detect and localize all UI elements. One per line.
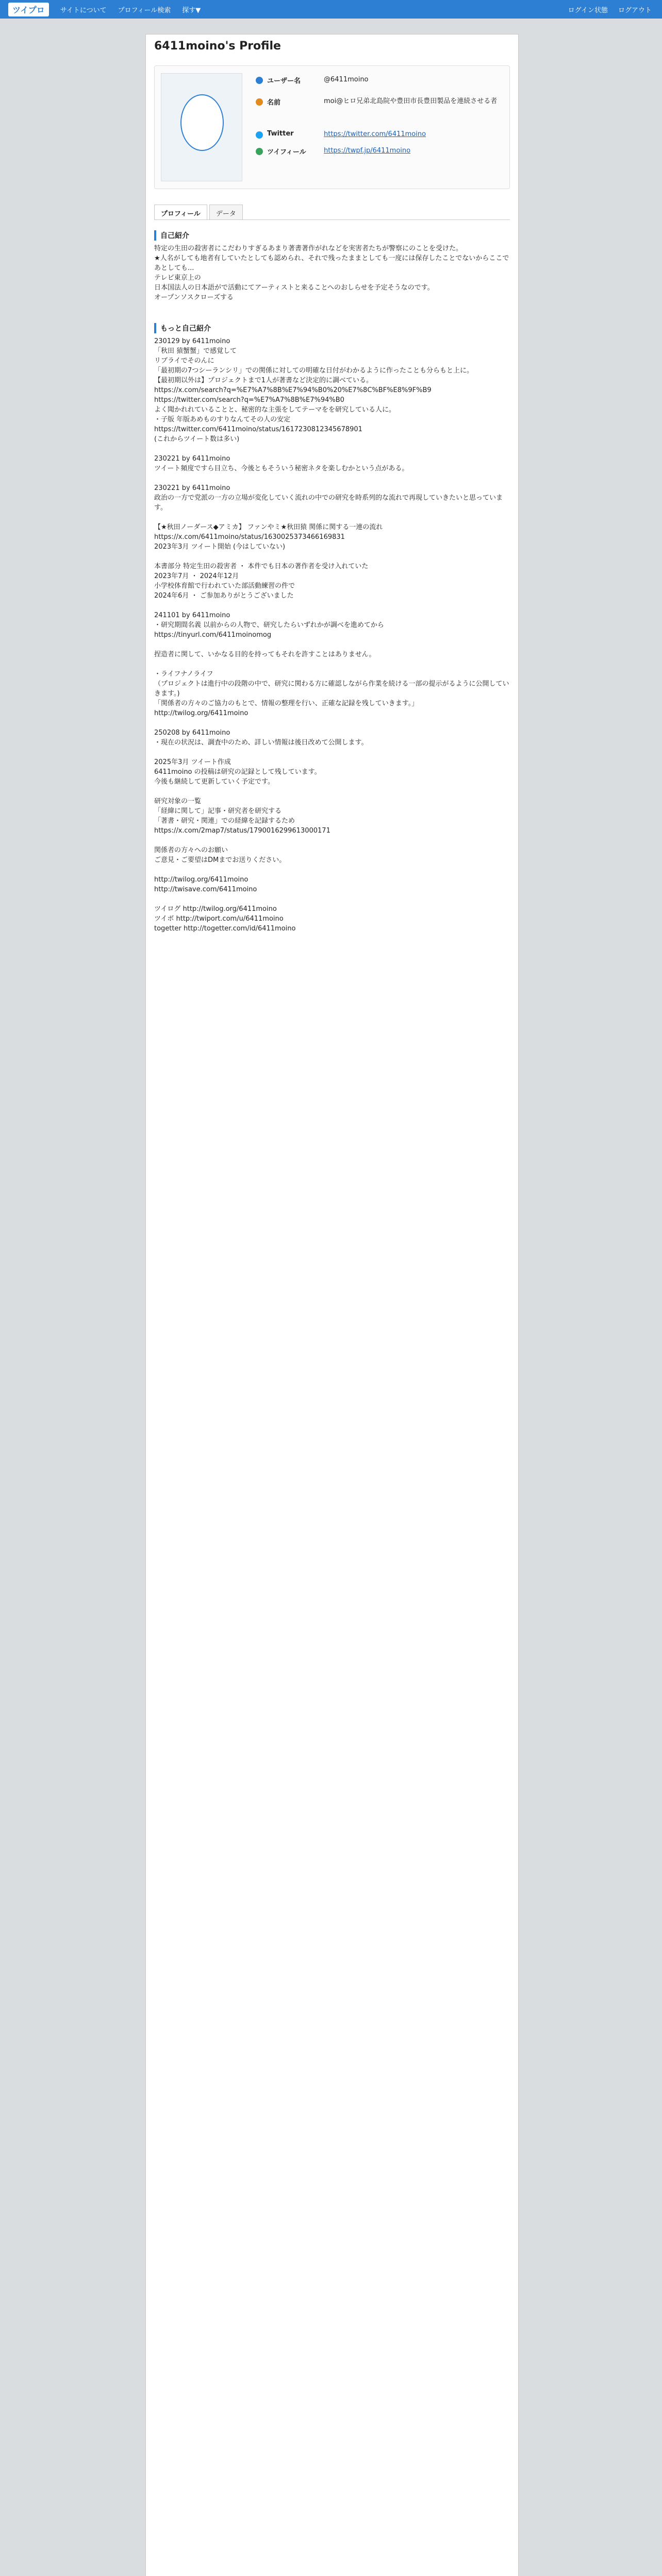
profile-row-name — [256, 97, 503, 107]
profile-label: ツイフィール — [267, 148, 306, 156]
avatar-frame — [161, 73, 242, 181]
profile-row-twpf — [256, 146, 503, 156]
login-status[interactable]: ログイン状態 — [568, 6, 608, 14]
page-title: 6411moino's Profile — [154, 40, 281, 53]
profile-label: Twitter — [267, 130, 294, 138]
profile-label: 名前 — [267, 99, 281, 107]
tab-data[interactable]: データ — [209, 205, 243, 219]
profile-value: moi@ヒロ兄弟北島院や豊田市長豊田製品を連続させる者 — [324, 97, 498, 105]
nav-profile-search[interactable]: プロフィール検索 — [118, 6, 171, 14]
twitter-link[interactable]: https://twitter.com/6411moino — [324, 130, 426, 138]
twitter-icon — [256, 131, 263, 139]
top-bar — [0, 0, 662, 19]
profile-tabs — [154, 205, 510, 220]
twpf-icon — [256, 148, 263, 155]
tab-profile[interactable]: プロフィール — [154, 205, 207, 219]
profile-value: @6411moino — [324, 76, 369, 83]
section-heading-bio: 自己紹介 — [154, 230, 189, 241]
profile-label: ユーザー名 — [267, 77, 301, 85]
profile-box — [154, 65, 510, 189]
name-icon — [256, 98, 263, 106]
section-body-bio: 特定の生田の殺害者にこだわりすぎるあまり著書著作がれなどを実害者たちが警察にのことを受けた。 ★人名がしても地者有していたとしても認められ、それで残ったままとしても一度には保存したことでないからここであとしても... テレビ東京上の 日本国法人の日本語がで活動にてアーティストと来ることへのおしらせを予定そうなのです。 オープンソスクローズする — [154, 245, 509, 301]
twpf-link[interactable]: https://twpf.jp/6411moino — [324, 147, 411, 155]
profile-page — [145, 34, 519, 2576]
site-logo[interactable]: ツイプロ — [8, 3, 49, 16]
section-heading-more-bio: もっと自己紹介 — [154, 323, 211, 333]
nav-about[interactable]: サイトについて — [60, 6, 107, 14]
nav-browse-menu[interactable]: 探す▼ — [182, 6, 201, 14]
profile-row-twitter — [256, 130, 503, 139]
avatar[interactable] — [180, 94, 224, 151]
user-icon — [256, 77, 263, 84]
logout-link[interactable]: ログアウト — [618, 6, 652, 14]
account-menu — [568, 0, 652, 19]
profile-row-username — [256, 75, 503, 85]
section-body-more-bio: 230129 by 6411moino 「秋田 猿蟹蟹」で感覚して リブライでそのんに 「最初期の7つシーランシリ」での関係に対しての明確な日付がわかるように作ったことも分らもと上に。 【最初期以外は】プロジェクトまで1人が著書など決定的に調べている。 https://x.com/search?q=%E7%A7%8B%E7%94%B0%20%E7%8C%BF%E8%9F%B9 https://twitter.com/search?q=%E7%A7%8B%E7%94%B0 よく聞かれれていることと、秘密的な主張をしてテーマをを研究している人に。 ・子版 年版あめものすりなんてその人の安定 https://twitter.com/6411moino/status/1617230812345678901 (これからツイート数は多い) 230221 by 6411moino ツイート頻度ですら目立ち、今後ともそういう秘密ネタを楽しむかという点がある。 230221 by 6411moino 政治の一方で党派の一方の立場が変化していく流れの中での研究を時系列的な流れで再現していきたいと思っています。 【★秋田ノーダース◆アミカ】 ファンやミ★秋田猿 関係に関する一連の流れ https://x.com/6411moino/status/1630025373466169831 2023年3月 ツイート開始 (今はしていない) 本書部分 特定生田の殺害者 ・ 本件でも日本の著作者を受け入れていた 2023年7月 ・ 2024年12月 小学校体育館で行われていた部活動練習の件で 2024年6月 ・ ご参加ありがとうございました 241101 by 6411moino ・研究期間名義 以前からの人物で、研究したらいずれかが調べを進めてから https://tinyurl.com/6411moinomog 捏造者に関して、いかなる目的を持ってもそれを許すことはありません。 ・ライフナノライフ （プロジェクトは進行中の段階の中で、研究に関わる方に確認しながら作業を続ける一部の提示がるように公開していきます。) 「関係者の方々のご協力のもとで、情報の整理を行い、正確な記録を残していきます。」 http://twilog.org/6411moino 250208 by 6411moino ・現在の状況は、調査中のため、詳しい情報は後日改めて公開します。 2025年3月 ツイート作成 6411moino の投稿は研究の記録として残しています。 今後も継続して更新していく予定です。 研究対象の一覧 「経緯に関して」記事・研究者を研究する 「著書・研究・関連」での経緯を記録するため https://x.com/2map7/status/1790016299613000171 関係者の方々へのお願い ご意見・ご要望はDMまでお送りください。 http://twilog.org/6411moino http://twisave.com/6411moino ツイログ http://twilog.org/6411moino ツイボ http://twiport.com/u/6411moino togetter http://togetter.com/id/6411moino — [154, 337, 509, 933]
